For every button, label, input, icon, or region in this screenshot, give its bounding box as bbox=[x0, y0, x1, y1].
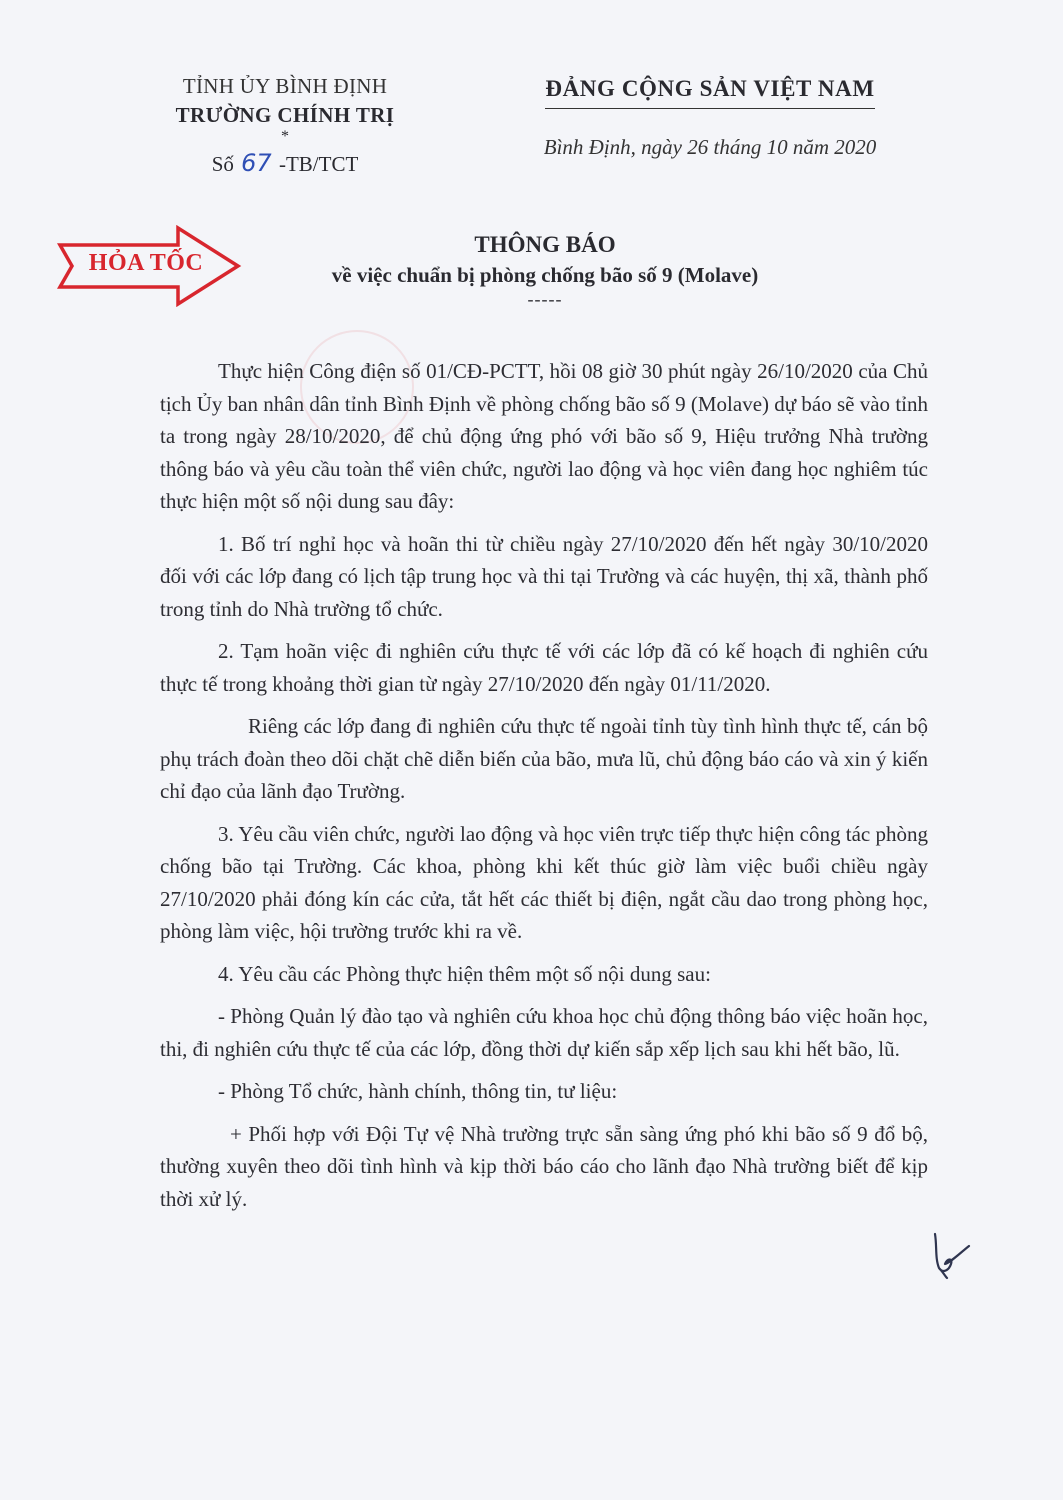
party-name: ĐẢNG CỘNG SẢN VIỆT NAM bbox=[545, 72, 874, 109]
organization-name: TRƯỜNG CHÍNH TRỊ bbox=[175, 103, 395, 127]
paragraph-item-4-admin-task: + Phối hợp với Đội Tự vệ Nhà trường trực sẵn sàng ứng phó khi bão số 9 đổ bộ, thường xuyên theo dõi tình hình và kịp thời báo cáo cho lãnh đạo Nhà trường biết để kịp thời xử lý. bbox=[160, 1121, 928, 1211]
paragraph-item-3: 3. Yêu cầu viên chức, người lao động và học viên trực tiếp thực hiện công tác phòng chống bão tại Trường. Các khoa, phòng khi kết thúc giờ làm việc buổi chiều ngày 27/10/2020 phải đóng kín các cửa, tắt hết các thiết bị điện, ngắt cầu dao trong phòng học, phòng làm việc, hội trường trước khi ra về. bbox=[160, 821, 928, 943]
paragraph-item-2-note: Riêng các lớp đang đi nghiên cứu thực tế ngoài tỉnh tùy tình hình thực tế, cán bộ phụ trách đoàn theo dõi chặt chẽ diễn biến của bão, mưa lũ, chủ động báo cáo và xin ý kiến chỉ đạo của lãnh đạo Trường. bbox=[160, 714, 928, 803]
issuing-organization-block bbox=[150, 72, 420, 179]
date-place: Bình Định, ngày 26 tháng 10 năm 2020 bbox=[543, 135, 877, 159]
initials-signature-icon bbox=[925, 1228, 973, 1280]
number-suffix: -TB/TCT bbox=[278, 152, 359, 176]
document-type: THÔNG BÁO bbox=[474, 232, 616, 257]
urgent-stamp-label: HỎA TỐC bbox=[88, 250, 204, 276]
parent-organization: TỈNH ỦY BÌNH ĐỊNH bbox=[182, 74, 388, 98]
party-header-block bbox=[520, 72, 900, 161]
number-prefix: Số bbox=[211, 152, 234, 176]
asterisk-mark: * bbox=[281, 128, 289, 145]
handwritten-number: 67 bbox=[241, 149, 272, 177]
paragraph-item-4: 4. Yêu cầu các Phòng thực hiện thêm một số nội dung sau: bbox=[218, 961, 711, 986]
document-title-block bbox=[230, 230, 860, 308]
paragraph-item-4-admin-office: - Phòng Tổ chức, hành chính, thông tin, tư liệu: bbox=[218, 1079, 618, 1103]
paragraph-item-1: 1. Bố trí nghỉ học và hoãn thi từ chiều ngày 27/10/2020 đến hết ngày 30/10/2020 đối với các lớp đang có lịch tập trung học và thi tại Trường và các huyện, thị xã, thành phố trong tỉnh do Nhà trường tổ chức. bbox=[160, 531, 928, 621]
paragraph-intro: Thực hiện Công điện số 01/CĐ-PCTT, hồi 08 giờ 30 phút ngày 26/10/2020 của Chủ tịch Ủy ban nhân dân tỉnh Bình Định về phòng chống bão số 9 (Molave) dự báo sẽ vào tỉnh ta trong ngày 28/10/2020, để chủ động ứng phó với bão số 9, Hiệu trưởng Nhà trường thông báo và yêu cầu toàn thể viên chức, người lao động và học viên đang học nghiêm túc thực hiện một số nội dung sau đây: bbox=[160, 359, 928, 513]
document-number bbox=[150, 148, 420, 179]
paragraph-item-2: 2. Tạm hoãn việc đi nghiên cứu thực tế với các lớp đã có kế hoạch đi nghiên cứu thực tế trong khoảng thời gian từ ngày 27/10/2020 đến ngày 01/11/2020. bbox=[160, 639, 928, 696]
document-subject: về việc chuẩn bị phòng chống bão số 9 (Molave) bbox=[331, 263, 759, 287]
document-body bbox=[160, 355, 928, 1225]
title-separator: ----- bbox=[527, 289, 563, 309]
paragraph-item-4-training-office: - Phòng Quản lý đào tạo và nghiên cứu khoa học chủ động thông báo việc hoãn học, thi, đi nghiên cứu thực tế của các lớp, đồng thời dự kiến sắp xếp lịch sau khi hết bão, lũ. bbox=[160, 1004, 928, 1061]
